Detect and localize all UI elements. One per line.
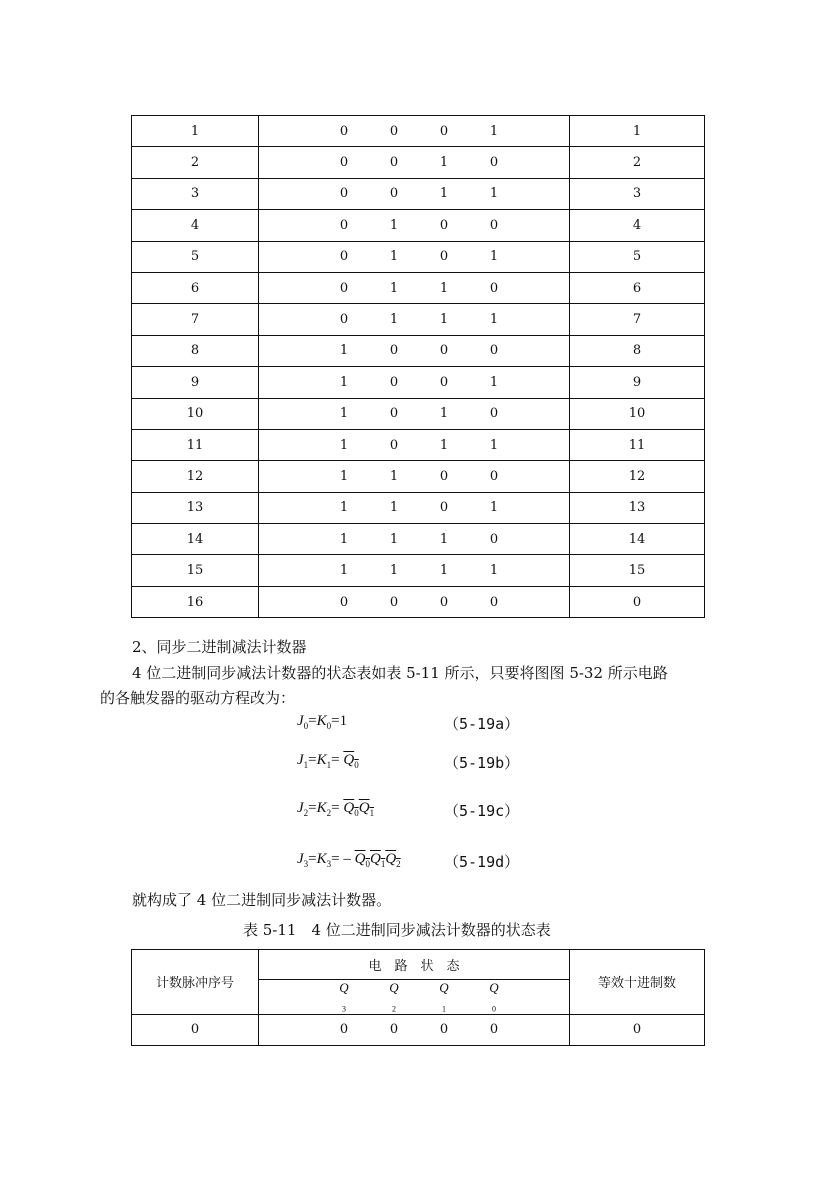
state-bits-cell [259, 335, 570, 366]
bit-cell: 0 [339, 217, 349, 233]
bit-cell: 1 [389, 531, 399, 547]
bit-cell: 0 [339, 123, 349, 139]
table-row [132, 178, 705, 209]
bit-cell: 1 [439, 312, 449, 328]
table-row [132, 304, 705, 335]
decimal-value-cell: 11 [570, 429, 705, 460]
state-bits-cell [259, 367, 570, 398]
pulse-number-cell: 14 [132, 524, 259, 555]
decimal-value-cell: 4 [570, 210, 705, 241]
bit-cell: 0 [339, 280, 349, 296]
decimal-value-cell: 1 [570, 116, 705, 147]
counter-state-table-continued [131, 115, 705, 618]
pulse-number-cell: 10 [132, 398, 259, 429]
decimal-value-cell: 9 [570, 367, 705, 398]
decimal-value-cell: 3 [570, 178, 705, 209]
table-row [132, 147, 705, 178]
pulse-number-cell: 6 [132, 272, 259, 303]
bit-label-q2: $Q_2$ [389, 980, 399, 1014]
table-row [132, 116, 705, 147]
state-bits-cell [259, 304, 570, 335]
pulse-number-cell: 5 [132, 241, 259, 272]
bit-cell: 1 [339, 406, 349, 422]
header-pulse-number: 计数脉冲序号 [132, 950, 259, 1015]
bit-cell: 1 [489, 500, 499, 516]
bit-cell: 0 [489, 406, 499, 422]
state-bits-cell [259, 524, 570, 555]
bit-cell: 0 [339, 594, 349, 610]
bit-cell: 1 [489, 563, 499, 579]
pulse-number-cell: 11 [132, 429, 259, 460]
equation-number-a: （5-19a） [444, 715, 520, 733]
bit-cell: 0 [389, 594, 399, 610]
bit-cell: 1 [439, 531, 449, 547]
bit-cell: 1 [339, 563, 349, 579]
table-row [132, 555, 705, 586]
pulse-number-cell: 7 [132, 304, 259, 335]
bit-cell: 0 [389, 155, 399, 171]
bit-label-q0: $Q_0$ [489, 980, 499, 1014]
bit-cell: 0 [439, 374, 449, 390]
pulse-number-cell: 8 [132, 335, 259, 366]
bit-cell: 1 [489, 186, 499, 202]
bit-cell: 0 [439, 217, 449, 233]
table-row [132, 272, 705, 303]
bit-cell: 1 [439, 437, 449, 453]
state-bits-cell [259, 241, 570, 272]
decimal-value-cell: 7 [570, 304, 705, 335]
equation-a: $J_0=K_0=1$ [297, 713, 348, 731]
bit-cell: 0 [439, 468, 449, 484]
bit-label-q3: $Q_3$ [339, 980, 349, 1014]
pulse-number-cell: 13 [132, 492, 259, 523]
paragraph-line-2: 的各触发器的驱动方程改为： [100, 689, 296, 707]
bit-cell: 1 [389, 563, 399, 579]
header-bit-labels [259, 980, 570, 1015]
decimal-value-cell: 5 [570, 241, 705, 272]
equation-number-c: （5-19c） [444, 802, 520, 820]
bit-cell: 0 [439, 343, 449, 359]
equation-number-b: （5-19b） [444, 754, 520, 772]
bit-cell: 0 [389, 406, 399, 422]
bit-cell: 1 [339, 374, 349, 390]
decimal-value-cell: 14 [570, 524, 705, 555]
bit-cell: 0 [489, 1022, 499, 1038]
bit-cell: 1 [389, 500, 399, 516]
state-bits-cell [259, 586, 570, 617]
bit-cell: 1 [489, 123, 499, 139]
state-bits-cell [259, 210, 570, 241]
decimal-value-cell: 0 [570, 586, 705, 617]
decimal-value-cell: 15 [570, 555, 705, 586]
table-row [132, 241, 705, 272]
equation-b: $J_1=K_1= Q_0$ [297, 752, 359, 770]
bit-cell: 0 [389, 123, 399, 139]
bit-cell: 1 [339, 437, 349, 453]
bit-cell: 1 [489, 312, 499, 328]
pulse-number-cell: 9 [132, 367, 259, 398]
table-row [132, 524, 705, 555]
bit-cell: 1 [339, 343, 349, 359]
table-caption: 表 5-11 4 位二进制同步减法计数器的状态表 [243, 921, 551, 939]
state-bits-cell [259, 398, 570, 429]
header-row-1 [132, 950, 705, 980]
bit-cell: 0 [489, 531, 499, 547]
bit-cell: 1 [439, 186, 449, 202]
bit-cell: 0 [339, 186, 349, 202]
bit-cell: 0 [489, 280, 499, 296]
equation-number-d: （5-19d） [444, 853, 520, 871]
conclusion-text: 就构成了 4 位二进制同步减法计数器。 [132, 891, 392, 909]
decimal-value-cell: 2 [570, 147, 705, 178]
paragraph-line-1: 4 位二进制同步减法计数器的状态表如表 5-11 所示，只要将图图 5-32 所示电路 [132, 664, 668, 682]
bit-cell: 0 [389, 374, 399, 390]
table-row [132, 586, 705, 617]
pulse-number-cell: 12 [132, 461, 259, 492]
bit-cell: 1 [339, 531, 349, 547]
table-row [132, 429, 705, 460]
bit-cell: 0 [339, 312, 349, 328]
pulse-number-cell: 1 [132, 116, 259, 147]
bit-cell: 0 [389, 1022, 399, 1038]
bit-cell: 0 [489, 468, 499, 484]
state-bits-cell [259, 555, 570, 586]
table-row [132, 367, 705, 398]
table-row [132, 1014, 705, 1045]
bit-cell: 0 [339, 1022, 349, 1038]
pulse-number-cell: 4 [132, 210, 259, 241]
counter-state-table-5-11 [131, 949, 705, 1046]
bit-cell: 1 [489, 374, 499, 390]
pulse-number-cell: 16 [132, 586, 259, 617]
decimal-value-cell: 10 [570, 398, 705, 429]
state-bits-cell [259, 1014, 570, 1045]
state-bits-cell [259, 492, 570, 523]
equation-c: $J_2=K_2= Q_0Q_1$ [297, 800, 375, 818]
pulse-number-cell: 15 [132, 555, 259, 586]
bit-cell: 0 [489, 217, 499, 233]
bit-cell: 1 [439, 406, 449, 422]
bit-cell: 1 [389, 468, 399, 484]
decimal-value-cell: 8 [570, 335, 705, 366]
table-row [132, 398, 705, 429]
bit-cell: 1 [389, 217, 399, 233]
section-heading: 2、同步二进制减法计数器 [132, 638, 307, 656]
bit-cell: 1 [389, 280, 399, 296]
bit-label-q1: $Q_1$ [439, 980, 449, 1014]
decimal-value-cell: 6 [570, 272, 705, 303]
bit-cell: 0 [389, 437, 399, 453]
pulse-number-cell: 2 [132, 147, 259, 178]
bit-cell: 0 [439, 500, 449, 516]
table-row [132, 335, 705, 366]
state-bits-cell [259, 429, 570, 460]
table-row [132, 210, 705, 241]
bit-cell: 0 [489, 155, 499, 171]
bit-cell: 0 [389, 186, 399, 202]
pulse-number-cell: 3 [132, 178, 259, 209]
bit-cell: 0 [339, 249, 349, 265]
table-row [132, 461, 705, 492]
bit-cell: 1 [339, 500, 349, 516]
bit-cell: 0 [439, 594, 449, 610]
bit-cell: 1 [389, 312, 399, 328]
equation-d: $J_3=K_3= - Q_0Q_1Q_2$ [297, 851, 401, 869]
state-bits-cell [259, 147, 570, 178]
bit-cell: 1 [439, 280, 449, 296]
decimal-value-cell: 0 [570, 1014, 705, 1045]
decimal-value-cell: 12 [570, 461, 705, 492]
bit-cell: 0 [339, 155, 349, 171]
pulse-number-cell: 0 [132, 1014, 259, 1045]
bit-cell: 1 [489, 437, 499, 453]
bit-cell: 1 [439, 155, 449, 171]
bit-cell: 1 [489, 249, 499, 265]
bit-cell: 0 [439, 1022, 449, 1038]
header-circuit-state: 电 路 状 态 [259, 950, 570, 980]
header-decimal-value: 等效十进制数 [570, 950, 705, 1015]
bit-cell: 1 [339, 468, 349, 484]
decimal-value-cell: 13 [570, 492, 705, 523]
bit-cell: 0 [489, 343, 499, 359]
state-bits-cell [259, 116, 570, 147]
bit-cell: 0 [389, 343, 399, 359]
state-bits-cell [259, 178, 570, 209]
state-bits-cell [259, 272, 570, 303]
bit-cell: 1 [439, 563, 449, 579]
bit-cell: 0 [489, 594, 499, 610]
state-bits-cell [259, 461, 570, 492]
bit-cell: 0 [439, 249, 449, 265]
table-row [132, 492, 705, 523]
bit-cell: 0 [439, 123, 449, 139]
bit-cell: 1 [389, 249, 399, 265]
